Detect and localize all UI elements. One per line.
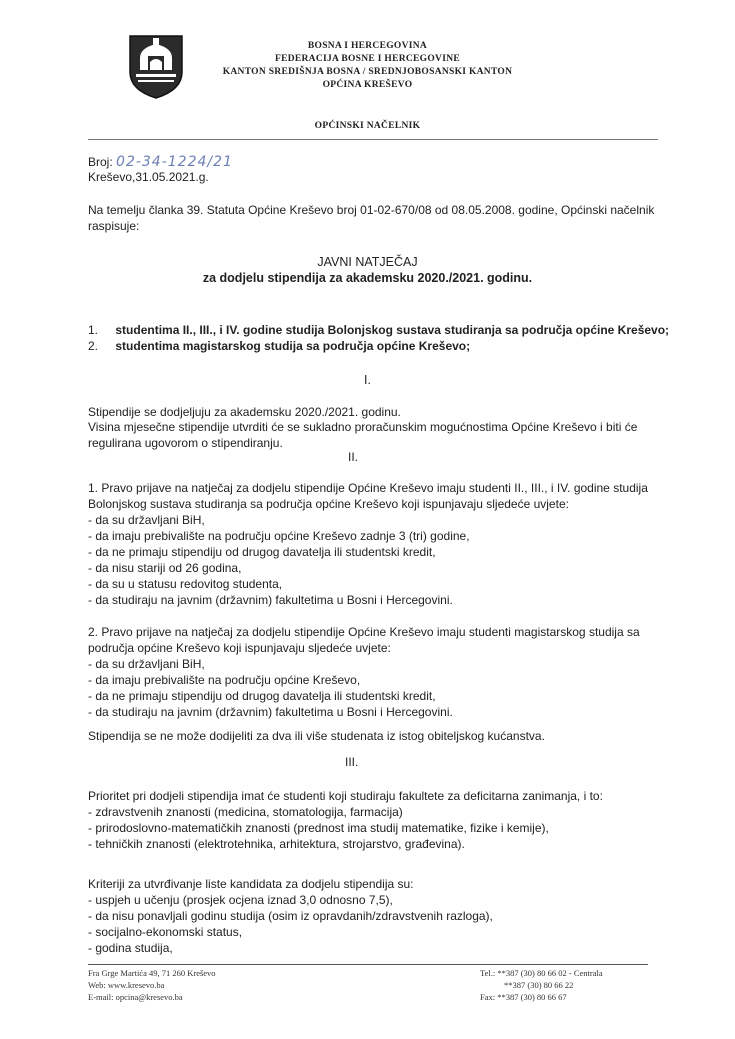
target-item (88, 339, 470, 354)
section-2-note: Stipendija se ne može dodijeliti za dva ili više studenata iz istog obiteljskog kućanstva. (88, 729, 545, 743)
section-3-p2-line-1: Kriteriji za utvrđivanje liste kandidata za dodjelu stipendija su: (88, 877, 414, 891)
footer-telephone: **387 (30) 80 66 22 (504, 980, 574, 990)
header-country: BOSNA I HERCEGOVINA (307, 41, 428, 51)
target-item (88, 323, 669, 338)
header-divider (88, 139, 658, 140)
reference-number-handwritten: 02-34-1224/21 (116, 154, 233, 170)
header-office: OPĆINSKI NAČELNIK (314, 121, 421, 131)
reference-number-label: Broj: (88, 155, 113, 169)
list-item: - uspjeh u učenju (prosjek ocjena iznad 3,0 odnosno 7,5), (88, 893, 393, 907)
target-item-text: studentima II., III., i IV. godine studija Bolonjskog sustava studiranja sa područja općine Kreševo; (115, 323, 670, 337)
target-item-number: 2. (88, 339, 99, 353)
list-item: - da studiraju na javnim (državnim) fakultetima u Bosni i Hercegovini. (88, 705, 453, 719)
section-3-p1-line-1: Prioritet pri dodjeli stipendija imat će studenti koji studiraju fakultete za deficitarna zanimanja, i to: (88, 789, 603, 803)
list-item: - da su državljani BiH, (88, 657, 205, 671)
list-item: - godina studija, (88, 941, 173, 955)
footer-divider (88, 964, 648, 965)
list-item: - zdravstvenih znanosti (medicina, stomatologija, farmacija) (88, 805, 403, 819)
footer-email: E-mail: opcina@kresevo.ba (88, 992, 183, 1002)
header-canton: KANTON SREDIŠNJA BOSNA / SREDNJOBOSANSKI KANTON (222, 67, 513, 77)
notice-subtitle: za dodjelu stipendija za akademsku 2020./2021. godinu. (202, 271, 533, 285)
section-2-p2-line-2: područja općine Kreševo koji ispunjavaju sljedeće uvjete: (88, 641, 391, 655)
intro-line-2: raspisuje: (88, 219, 140, 233)
section-2-p2-line-1: 2. Pravo prijave na natječaj za dodjelu stipendije Općine Kreševo imaju studenti magistarskog studija sa (88, 625, 640, 639)
section-1-line-1: Stipendije se dodjeljuju za akademsku 2020./2021. godinu. (88, 405, 401, 419)
list-item: - prirodoslovno-matematičkih znanosti (prednost ima studij matematike, fizike i kemije), (88, 821, 549, 835)
list-item: - da studiraju na javnim (državnim) fakultetima u Bosni i Hercegovini. (88, 593, 453, 607)
section-1-heading: I. (364, 373, 371, 387)
list-item: - da imaju prebivalište na području općine Kreševo zadnje 3 (tri) godine, (88, 529, 470, 543)
section-2-p1-line-1: 1. Pravo prijave na natječaj za dodjelu stipendije Općine Kreševo imaju studenti II., III., i IV. godine studija (88, 481, 648, 495)
section-3-heading: III. (345, 755, 359, 769)
footer-address: Fra Grge Martića 49, 71 260 Kreševo (88, 968, 216, 978)
list-item: - da imaju prebivalište na području općine Kreševo, (88, 673, 361, 687)
target-item-text: studentima magistarskog studija sa područja općine Kreševo; (115, 339, 471, 353)
list-item: - da su državljani BiH, (88, 513, 205, 527)
reference-number (88, 155, 233, 170)
section-1-line-2: Visina mjesečne stipendije utvrditi će se sukladno proračunskim mogućnostima Općine Kreševo i biti će (88, 420, 638, 434)
footer-fax: Fax: **387 (30) 80 66 67 (480, 992, 567, 1002)
section-2-p1-line-2: Bolonjskog sustava studiranja sa područja općine Kreševo koji ispunjavaju sljedeće uvjete: (88, 497, 569, 511)
list-item: - tehničkih znanosti (elektrotehnika, arhitektura, strojarstvo, građevina). (88, 837, 465, 851)
list-item: - da nisu ponavljali godinu studija (osim iz opravdanih/zdravstvenih razloga), (88, 909, 493, 923)
place-and-date: Kreševo,31.05.2021.g. (88, 170, 209, 184)
section-2-heading: II. (348, 450, 359, 464)
footer-telephone-central: Tel.: **387 (30) 80 66 02 - Centrala (480, 968, 603, 978)
intro-line-1: Na temelju članka 39. Statuta Općine Kreševo broj 01-02-670/08 od 08.05.2008. godine, Općinski načelnik (88, 203, 655, 217)
list-item: - da ne primaju stipendiju od drugog davatelja ili studentski kredit, (88, 689, 436, 703)
target-item-number: 1. (88, 323, 99, 337)
list-item: - da nisu stariji od 26 godina, (88, 561, 242, 575)
list-item: - da su u statusu redovitog studenta, (88, 577, 283, 591)
list-item: - da ne primaju stipendiju od drugog davatelja ili studentski kredit, (88, 545, 436, 559)
list-item: - socijalno-ekonomski status, (88, 925, 243, 939)
footer-web: Web: www.kresevo.ba (88, 980, 165, 990)
section-1-line-3: regulirana ugovorom o stipendiranju. (88, 436, 283, 450)
header-federation: FEDERACIJA BOSNE I HERCEGOVINE (274, 54, 461, 64)
header-municipality: OPĆINA KREŠEVO (322, 80, 413, 90)
notice-title: JAVNI NATJEČAJ (317, 255, 418, 269)
